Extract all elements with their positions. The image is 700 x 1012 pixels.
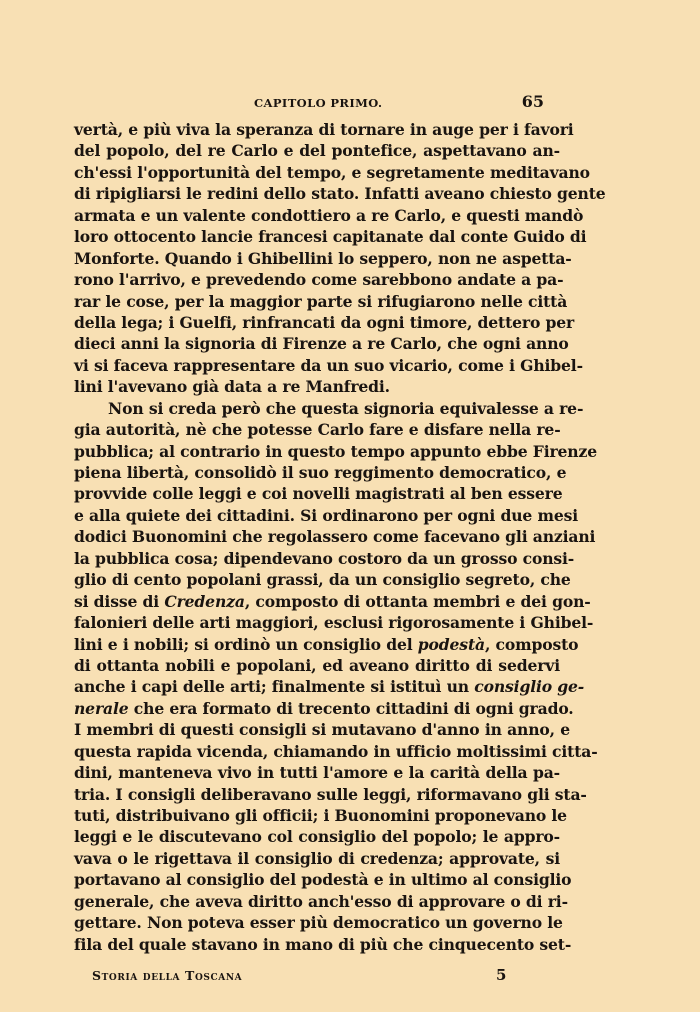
text-line: tria. I consigli deliberavano sulle leggi, riformavano gli sta- [74, 784, 587, 804]
text-line-with-italic: anche i capi delle arti; finalmente si istituì un consiglio ge- [74, 677, 585, 697]
paragraph-end-line: lini l'avevano già data a re Manfredi. [74, 377, 390, 397]
italic-term: Credenza [164, 591, 245, 611]
text-line: la pubblica cosa; dipendevano costoro da un grosso consi- [74, 548, 575, 568]
text-line: dieci anni la signoria di Firenze a re Carlo, che ogni anno [74, 334, 569, 354]
text-line: del popolo, del re Carlo e del pontefice, aspettavano an- [74, 141, 560, 161]
paragraph-first-line: Non si creda però che questa signoria equivalesse a re- [108, 398, 584, 418]
text-line: portavano al consiglio del podestà e in ultimo al consiglio [74, 870, 572, 890]
italic-term: nerale [74, 698, 129, 718]
text-line: dodici Buonomini che regolassero come facevano gli anziani [74, 527, 596, 547]
text-line: leggi e le discutevano col consiglio del popolo; le appro- [74, 827, 560, 847]
text-line: vava o le rigettava il consiglio di credenza; approvate, si [74, 848, 560, 868]
italic-term: consiglio ge- [474, 677, 585, 697]
text-line: e alla quiete dei cittadini. Si ordinarono per ogni due mesi [74, 505, 578, 525]
text-line: gia autorità, nè che potesse Carlo fare e disfare nella re- [74, 420, 561, 440]
text-line: loro ottocento lancie francesi capitanate dal conte Guido di [74, 227, 587, 247]
text-line: gettare. Non poteva esser più democratico un governo le [74, 913, 563, 933]
text-line: di ottanta nobili e popolani, ed aveano diritto di sedervi [74, 655, 560, 675]
text-line: di ripigliarsi le redini dello stato. Infatti aveano chiesto gente [74, 184, 606, 204]
text-line-with-italic: si disse di Credenza, composto di ottanta membri e dei gon- [74, 591, 591, 611]
body-text [74, 119, 606, 955]
text-line: piena libertà, consolidò il suo reggimento democratico, e [74, 463, 567, 482]
text-line: armata e un valente condottiero a re Carlo, e questi mandò [74, 205, 584, 225]
running-head [74, 92, 544, 116]
text-line: vi si faceva rappresentare da un suo vicario, come i Ghibel- [74, 355, 583, 375]
text-line: Monforte. Quando i Ghibellini lo seppero, non ne aspetta- [74, 248, 572, 268]
text-line: generale, che aveva diritto anch'esso di approvare o di ri- [74, 891, 568, 911]
page-footer [92, 968, 512, 990]
text-line: glio di cento popolani grassi, da un consiglio segreto, che [74, 570, 571, 590]
text-line: vertà, e più viva la speranza di tornare in auge per i favori [74, 120, 574, 139]
text-line: ch'essi l'opportunità del tempo, e segretamente meditavano [74, 162, 590, 182]
text-line: fila del quale stavano in mano di più che cinquecento set- [74, 934, 572, 954]
text-line: rar le cose, per la maggior parte si rifugiarono nelle città [74, 291, 568, 311]
text-line: questa rapida vicenda, chiamando in ufficio moltissimi citta- [74, 741, 598, 761]
signature-mark: 5 [496, 966, 507, 984]
text-line-with-italic: nerale che era formato di trecento cittadini di ogni grado. [74, 698, 574, 718]
text-line: I membri di questi consigli si mutavano d'anno in anno, e [74, 720, 570, 740]
text-line-with-italic: lini e i nobili; si ordinò un consiglio del podestà, composto [74, 634, 579, 654]
text-line: provvide colle leggi e coi novelli magistrati al ben essere [74, 484, 563, 504]
text-line: dini, manteneva vivo in tutti l'amore e la carità della pa- [74, 763, 560, 783]
text-line: rono l'arrivo, e prevedendo come sarebbono andate a pa- [74, 270, 564, 290]
running-title: CAPITOLO PRIMO. [254, 96, 383, 110]
text-line: tuti, distribuivano gli officii; i Buonomini proponevano le [74, 806, 567, 825]
book-title: Storia della Toscana [92, 968, 243, 983]
text-line: della lega; i Guelfi, rinfrancati da ogni timore, dettero per [74, 312, 575, 332]
italic-term: podestà [417, 634, 485, 654]
page-number: 65 [521, 92, 544, 111]
text-line: falonieri delle arti maggiori, esclusi rigorosamente i Ghibel- [74, 613, 594, 633]
text-line: pubblica; al contrario in questo tempo appunto ebbe Firenze [74, 441, 597, 461]
